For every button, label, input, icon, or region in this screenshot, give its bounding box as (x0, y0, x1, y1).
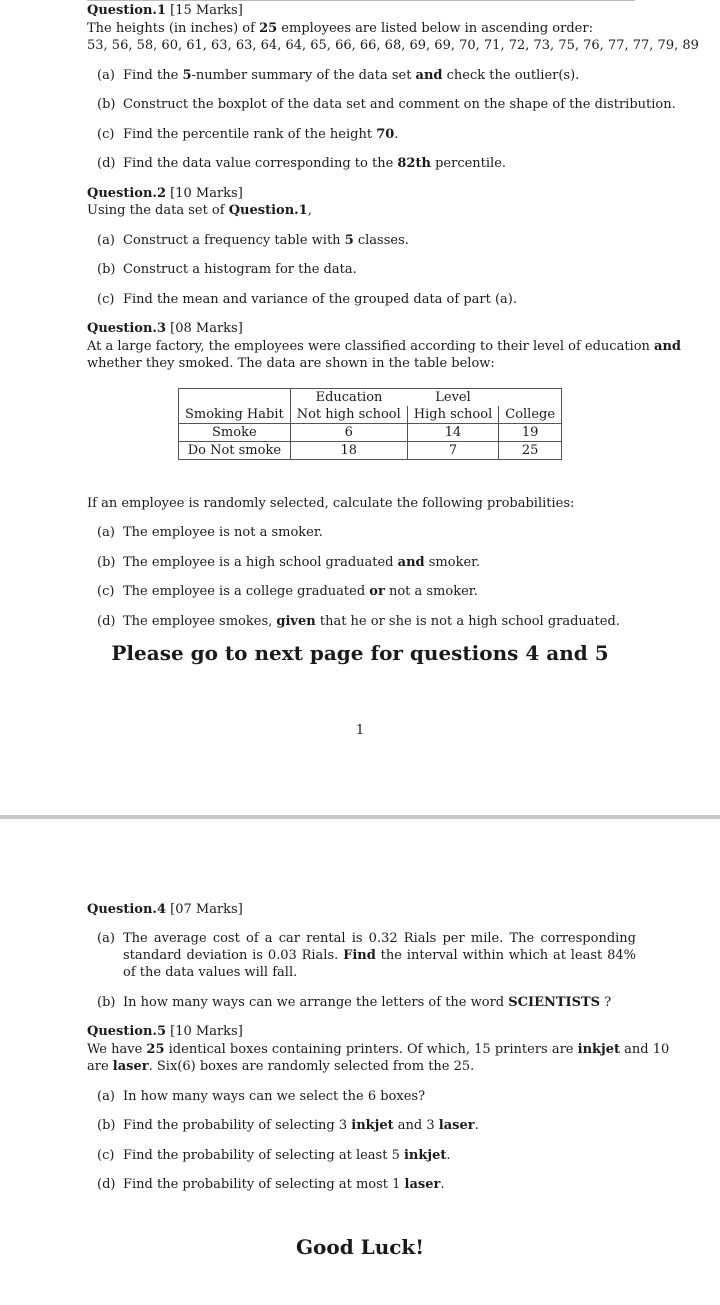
question-5-intro-line-1: We have 25 identical boxes containing printers. Of which, 15 printers are inkjet and 10 (87, 1042, 670, 1057)
q3-item-b: (b) The employee is a high school graduated and smoker. (97, 555, 481, 570)
question-2-heading: Question.2 [10 Marks] (87, 186, 243, 201)
question-5-heading: Question.5 [10 Marks] (87, 1024, 243, 1039)
q1-item-d: (d) Find the data value corresponding to the 82th percentile. (97, 156, 507, 171)
table-row (179, 424, 562, 442)
table-header-row (179, 406, 562, 424)
header-education: Education (290, 389, 407, 407)
next-page-banner: Please go to next page for questions 4 and 5 (111, 641, 609, 665)
table-cell: 6 (290, 424, 407, 442)
col-high-school: High school (407, 406, 498, 424)
question-1-data-values: 53, 56, 58, 60, 61, 63, 63, 64, 64, 65, 66, 66, 68, 69, 69, 70, 71, 72, 73, 75, 76, 77, 77, 79, 89 (87, 38, 699, 53)
question-3-intro-line-1: At a large factory, the employees were classified according to their level of education and (87, 339, 681, 354)
col-college: College (499, 406, 562, 424)
row-label: Smoke (179, 424, 291, 442)
q3-item-a: (a) The employee is not a smoker. (97, 525, 323, 540)
table-cell: 14 (407, 424, 498, 442)
question-1-intro: The heights (in inches) of 25 employees are listed below in ascending order: (87, 21, 593, 36)
q4-item-a: (a) The average cost of a car rental is 0.32 Rials per mile. The corresponding standard deviation is 0.03 Rials. Find the interval within which at least 84% of the data values will fall. (97, 931, 636, 980)
header-smoking-habit: Smoking Habit (179, 406, 291, 424)
education-smoking-table (178, 388, 562, 460)
col-not-high-school: Not high school (290, 406, 407, 424)
q4-item-b: (b) In how many ways can we arrange the letters of the word SCIENTISTS ? (97, 995, 612, 1010)
question-4-heading: Question.4 [07 Marks] (87, 902, 243, 917)
q2-item-b: (b) Construct a histogram for the data. (97, 262, 357, 277)
q1-item-c: (c) Find the percentile rank of the height 70. (97, 127, 399, 142)
question-2-intro: Using the data set of Question.1, (87, 203, 312, 218)
question-3-heading: Question.3 [08 Marks] (87, 321, 243, 336)
q2-item-c: (c) Find the mean and variance of the grouped data of part (a). (97, 292, 517, 307)
question-5-intro-line-2: are laser. Six(6) boxes are randomly selected from the 25. (87, 1059, 475, 1074)
question-1-heading: Question.1 [15 Marks] (87, 3, 243, 18)
exam-page-2 (0, 819, 720, 1305)
q2-item-a: (a) Construct a frequency table with 5 classes. (97, 233, 409, 248)
table-header-top-row (179, 389, 562, 407)
table-cell: 18 (290, 442, 407, 460)
q1-item-b: (b) Construct the boxplot of the data set and comment on the shape of the distribution. (97, 97, 676, 112)
top-rule (87, 0, 635, 1)
q5-item-a: (a) In how many ways can we select the 6 boxes? (97, 1089, 426, 1104)
q1-item-a: (a) Find the 5-number summary of the data set and check the outlier(s). (97, 68, 580, 83)
question-3-intro-line-2: whether they smoked. The data are shown in the table below: (87, 356, 495, 371)
header-level: Level (407, 389, 498, 407)
q5-item-d: (d) Find the probability of selecting at most 1 laser. (97, 1177, 445, 1192)
table-cell: 25 (499, 442, 562, 460)
q3-item-c: (c) The employee is a college graduated or not a smoker. (97, 584, 478, 599)
row-label: Do Not smoke (179, 442, 291, 460)
table-row (179, 442, 562, 460)
q5-item-b: (b) Find the probability of selecting 3 inkjet and 3 laser. (97, 1118, 479, 1133)
q3-item-d: (d) The employee smokes, given that he or she is not a high school graduated. (97, 614, 620, 629)
question-3-prompt: If an employee is randomly selected, calculate the following probabilities: (87, 496, 575, 511)
closing-message: Good Luck! (295, 1235, 425, 1259)
table-cell: 19 (499, 424, 562, 442)
page-number: 1 (355, 723, 365, 738)
table-cell: 7 (407, 442, 498, 460)
q5-item-c: (c) Find the probability of selecting at least 5 inkjet. (97, 1148, 451, 1163)
